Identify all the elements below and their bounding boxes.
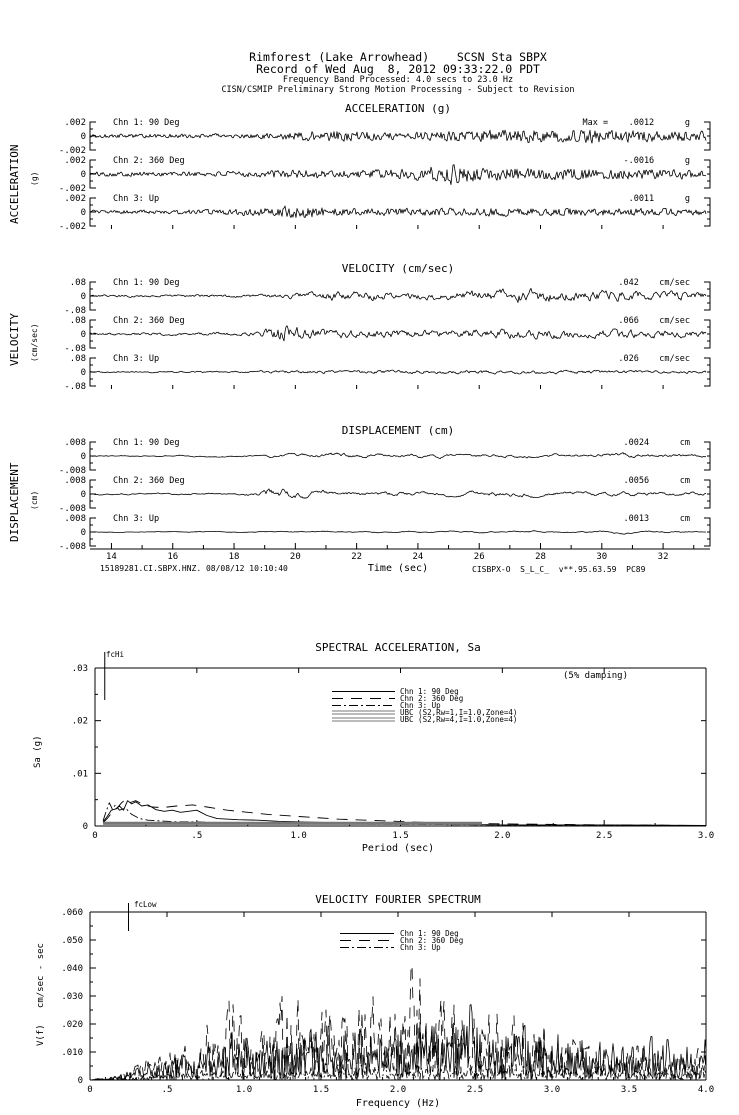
waveform-displacement_time_series-chn1 bbox=[90, 453, 706, 459]
sa-xtick-label: .5 bbox=[191, 831, 203, 841]
sa-xtick-label: 1.0 bbox=[290, 831, 307, 841]
vf-ytick-label: 0 bbox=[77, 1076, 83, 1086]
sa-legend-ubc1: UBC (S2,Rw=1,I=1.0,Zone=4) bbox=[400, 708, 518, 717]
trace-ytick-zero: 0 bbox=[80, 528, 86, 538]
disp-chn3-label: Chn 3: Up bbox=[113, 514, 160, 524]
accel-chn2-peak: -.0016 g bbox=[623, 156, 690, 166]
sa-ytick-label: 0 bbox=[82, 822, 88, 833]
waveform-acceleration_time_series-chn2 bbox=[90, 165, 706, 185]
disp-chn1-peak: .0024 cm bbox=[623, 438, 690, 448]
disp-chn2-peak: .0056 cm bbox=[623, 476, 690, 486]
vf-xtick-label: 1.0 bbox=[235, 1085, 253, 1095]
sa-legend-ubc2: UBC (S2,Rw=4,I=1.0,Zone=4) bbox=[400, 715, 518, 724]
trace-ytick-hi: .002 bbox=[64, 194, 86, 204]
vel-chn1-label: Chn 1: 90 Deg bbox=[113, 278, 180, 288]
accel-chn1-label: Chn 1: 90 Deg bbox=[113, 118, 180, 128]
trace-ytick-zero: 0 bbox=[80, 368, 86, 378]
acceleration-axis-label: ACCELERATION bbox=[8, 144, 21, 224]
time-axis-label: 30 bbox=[596, 552, 608, 562]
waveform-acceleration_time_series-chn3 bbox=[90, 206, 706, 218]
trace-ytick-hi: .08 bbox=[69, 316, 86, 326]
velocity-axis-label: VELOCITY bbox=[8, 313, 21, 366]
time-axis-label: 22 bbox=[351, 552, 363, 562]
trace-ytick-zero: 0 bbox=[80, 208, 86, 218]
vf-xtick-label: 1.5 bbox=[312, 1085, 330, 1095]
vf-ytick-label: .020 bbox=[61, 1020, 83, 1030]
vel-chn3-label: Chn 3: Up bbox=[113, 354, 160, 364]
sa-xtick-label: 3.0 bbox=[697, 831, 715, 841]
header-record-line: Record of Wed Aug 8, 2012 09:33:22.0 PDT bbox=[256, 62, 540, 76]
trace-ytick-hi: .008 bbox=[64, 476, 86, 486]
header-notice-line: CISN/CSMIP Preliminary Strong Motion Processing - Subject to Revision bbox=[221, 85, 575, 95]
vf-fclow-label: fcLow bbox=[134, 900, 157, 909]
sa-fchi-label: fcHi bbox=[106, 650, 125, 659]
vf-ylabel: V(f) cm/sec - sec bbox=[36, 943, 46, 1046]
trace-ytick-hi: .008 bbox=[64, 514, 86, 524]
accel-chn3-label: Chn 3: Up bbox=[113, 194, 160, 204]
sa-xtick-label: 2.0 bbox=[494, 831, 511, 841]
sa-ytick-label: .02 bbox=[71, 716, 88, 727]
trace-ytick-zero: 0 bbox=[80, 132, 86, 142]
displacement-axis-label: DISPLACEMENT bbox=[8, 462, 21, 542]
accel-chn1-peak: Max = .0012 g bbox=[582, 118, 690, 128]
disp-chn1-label: Chn 1: 90 Deg bbox=[113, 438, 180, 448]
vf-xlabel: Frequency (Hz) bbox=[355, 1098, 441, 1109]
vf-ytick-label: .010 bbox=[61, 1048, 83, 1058]
trace-ytick-lo: -.008 bbox=[58, 466, 86, 476]
vf-ytick-label: .040 bbox=[61, 964, 83, 974]
waveform-displacement_time_series-chn2 bbox=[90, 489, 706, 499]
sa-legend-chn2: Chn 2: 360 Deg bbox=[400, 694, 464, 703]
trace-ytick-lo: -.08 bbox=[64, 382, 86, 392]
sa-curve-chn1 bbox=[103, 801, 706, 826]
time-axis-label: 26 bbox=[473, 552, 485, 562]
trace-ytick-hi: .08 bbox=[69, 354, 86, 364]
sa-damping-note: (5% damping) bbox=[563, 671, 629, 681]
trace-ytick-zero: 0 bbox=[80, 330, 86, 340]
vf-title: VELOCITY FOURIER SPECTRUM bbox=[315, 893, 481, 906]
sa-ytick-label: .03 bbox=[71, 664, 88, 674]
vel-chn2-peak: .066 cm/sec bbox=[618, 316, 690, 326]
waveform-velocity_time_series-chn1 bbox=[90, 288, 706, 302]
velocity-axis-unit: (cm/sec) bbox=[30, 323, 39, 362]
panel-title-velocity: VELOCITY (cm/sec) bbox=[341, 262, 455, 275]
vf-xtick-label: 2.0 bbox=[389, 1085, 407, 1095]
sa-ylabel: Sa (g) bbox=[33, 735, 43, 768]
trace-ytick-hi: .008 bbox=[64, 438, 86, 448]
accel-chn3-peak: .0011 g bbox=[628, 194, 690, 204]
vf-xtick-label: 4.0 bbox=[697, 1085, 715, 1095]
vf-legend-chn1: Chn 1: 90 Deg bbox=[400, 929, 459, 938]
accel-chn2-label: Chn 2: 360 Deg bbox=[113, 156, 185, 166]
disp-chn2-label: Chn 2: 360 Deg bbox=[113, 476, 185, 486]
time-axis-label: 14 bbox=[106, 552, 117, 562]
time-axis-label: 20 bbox=[289, 552, 301, 562]
vf-xtick-label: 0 bbox=[87, 1085, 93, 1095]
vf-ytick-label: .050 bbox=[61, 936, 83, 946]
time-axis-label: 18 bbox=[228, 552, 240, 562]
panel-title-displacement: DISPLACEMENT (cm) bbox=[341, 424, 455, 437]
vf-xtick-label: .5 bbox=[161, 1085, 173, 1095]
header-station-line: Rimforest (Lake Arrowhead) SCSN Sta SBPX bbox=[249, 50, 547, 64]
trace-ytick-lo: -.08 bbox=[64, 306, 86, 316]
trace-ytick-hi: .002 bbox=[64, 118, 86, 128]
header-band-line: Frequency Band Processed: 4.0 secs to 23.0 Hz bbox=[282, 75, 514, 85]
trace-ytick-zero: 0 bbox=[80, 490, 86, 500]
waveform-velocity_time_series-chn2 bbox=[90, 326, 706, 341]
sa-xtick-label: 2.5 bbox=[596, 831, 613, 841]
sa-title: SPECTRAL ACCELERATION, Sa bbox=[315, 641, 481, 654]
footer-processing-id: CISBPX-O S_L_C_ v**.95.63.59 PC89 bbox=[472, 565, 646, 574]
sa-curve-chn2 bbox=[103, 800, 706, 826]
trace-ytick-lo: -.002 bbox=[58, 222, 86, 232]
trace-ytick-lo: -.002 bbox=[58, 146, 86, 156]
trace-ytick-hi: .08 bbox=[69, 278, 86, 288]
trace-ytick-lo: -.002 bbox=[58, 184, 86, 194]
time-axis-label: 16 bbox=[167, 552, 179, 562]
waveform-acceleration_time_series-chn1 bbox=[90, 130, 706, 143]
sa-legend-chn3: Chn 3: Up bbox=[400, 701, 441, 710]
vel-chn1-peak: .042 cm/sec bbox=[618, 278, 690, 288]
vel-chn3-peak: .026 cm/sec bbox=[618, 354, 690, 364]
time-axis-label: 28 bbox=[535, 552, 546, 562]
footer-record-id: 15189281.CI.SBPX.HNZ. 08/08/12 10:10:40 bbox=[100, 564, 288, 573]
vf-ytick-label: .060 bbox=[61, 908, 83, 918]
vf-xtick-label: 3.5 bbox=[620, 1085, 638, 1095]
time-axis-label: 32 bbox=[657, 552, 669, 562]
trace-ytick-zero: 0 bbox=[80, 452, 86, 462]
vf-xtick-label: 2.5 bbox=[466, 1085, 484, 1095]
trace-ytick-lo: -.08 bbox=[64, 344, 86, 354]
vf-curve-chn1 bbox=[90, 1005, 706, 1081]
waveform-velocity_time_series-chn3 bbox=[90, 370, 706, 374]
waveform-displacement_time_series-chn3 bbox=[90, 531, 706, 534]
vf-xtick-label: 3.0 bbox=[543, 1085, 561, 1095]
sa-xtick-label: 1.5 bbox=[392, 831, 409, 841]
sa-xtick-label: 0 bbox=[92, 831, 98, 841]
disp-chn3-peak: .0013 cm bbox=[623, 514, 690, 524]
trace-ytick-lo: -.008 bbox=[58, 542, 86, 552]
trace-ytick-zero: 0 bbox=[80, 170, 86, 180]
trace-ytick-lo: -.008 bbox=[58, 504, 86, 514]
displacement-axis-unit: (cm) bbox=[30, 490, 39, 510]
vf-legend-chn3: Chn 3: Up bbox=[400, 943, 441, 952]
vf-legend-chn2: Chn 2: 360 Deg bbox=[400, 936, 464, 945]
trace-ytick-hi: .002 bbox=[64, 156, 86, 166]
sa-xlabel: Period (sec) bbox=[361, 843, 435, 854]
panel-title-acceleration: ACCELERATION (g) bbox=[345, 102, 451, 115]
time-axis-label: 24 bbox=[412, 552, 424, 562]
footer-time-label: Time (sec) bbox=[367, 563, 429, 574]
sa-ytick-label: .01 bbox=[71, 769, 88, 780]
vf-ytick-label: .030 bbox=[61, 992, 83, 1002]
acceleration-axis-unit: (g) bbox=[30, 171, 39, 186]
vel-chn2-label: Chn 2: 360 Deg bbox=[113, 316, 185, 326]
trace-ytick-zero: 0 bbox=[80, 292, 86, 302]
sa-legend-chn1: Chn 1: 90 Deg bbox=[400, 687, 459, 696]
